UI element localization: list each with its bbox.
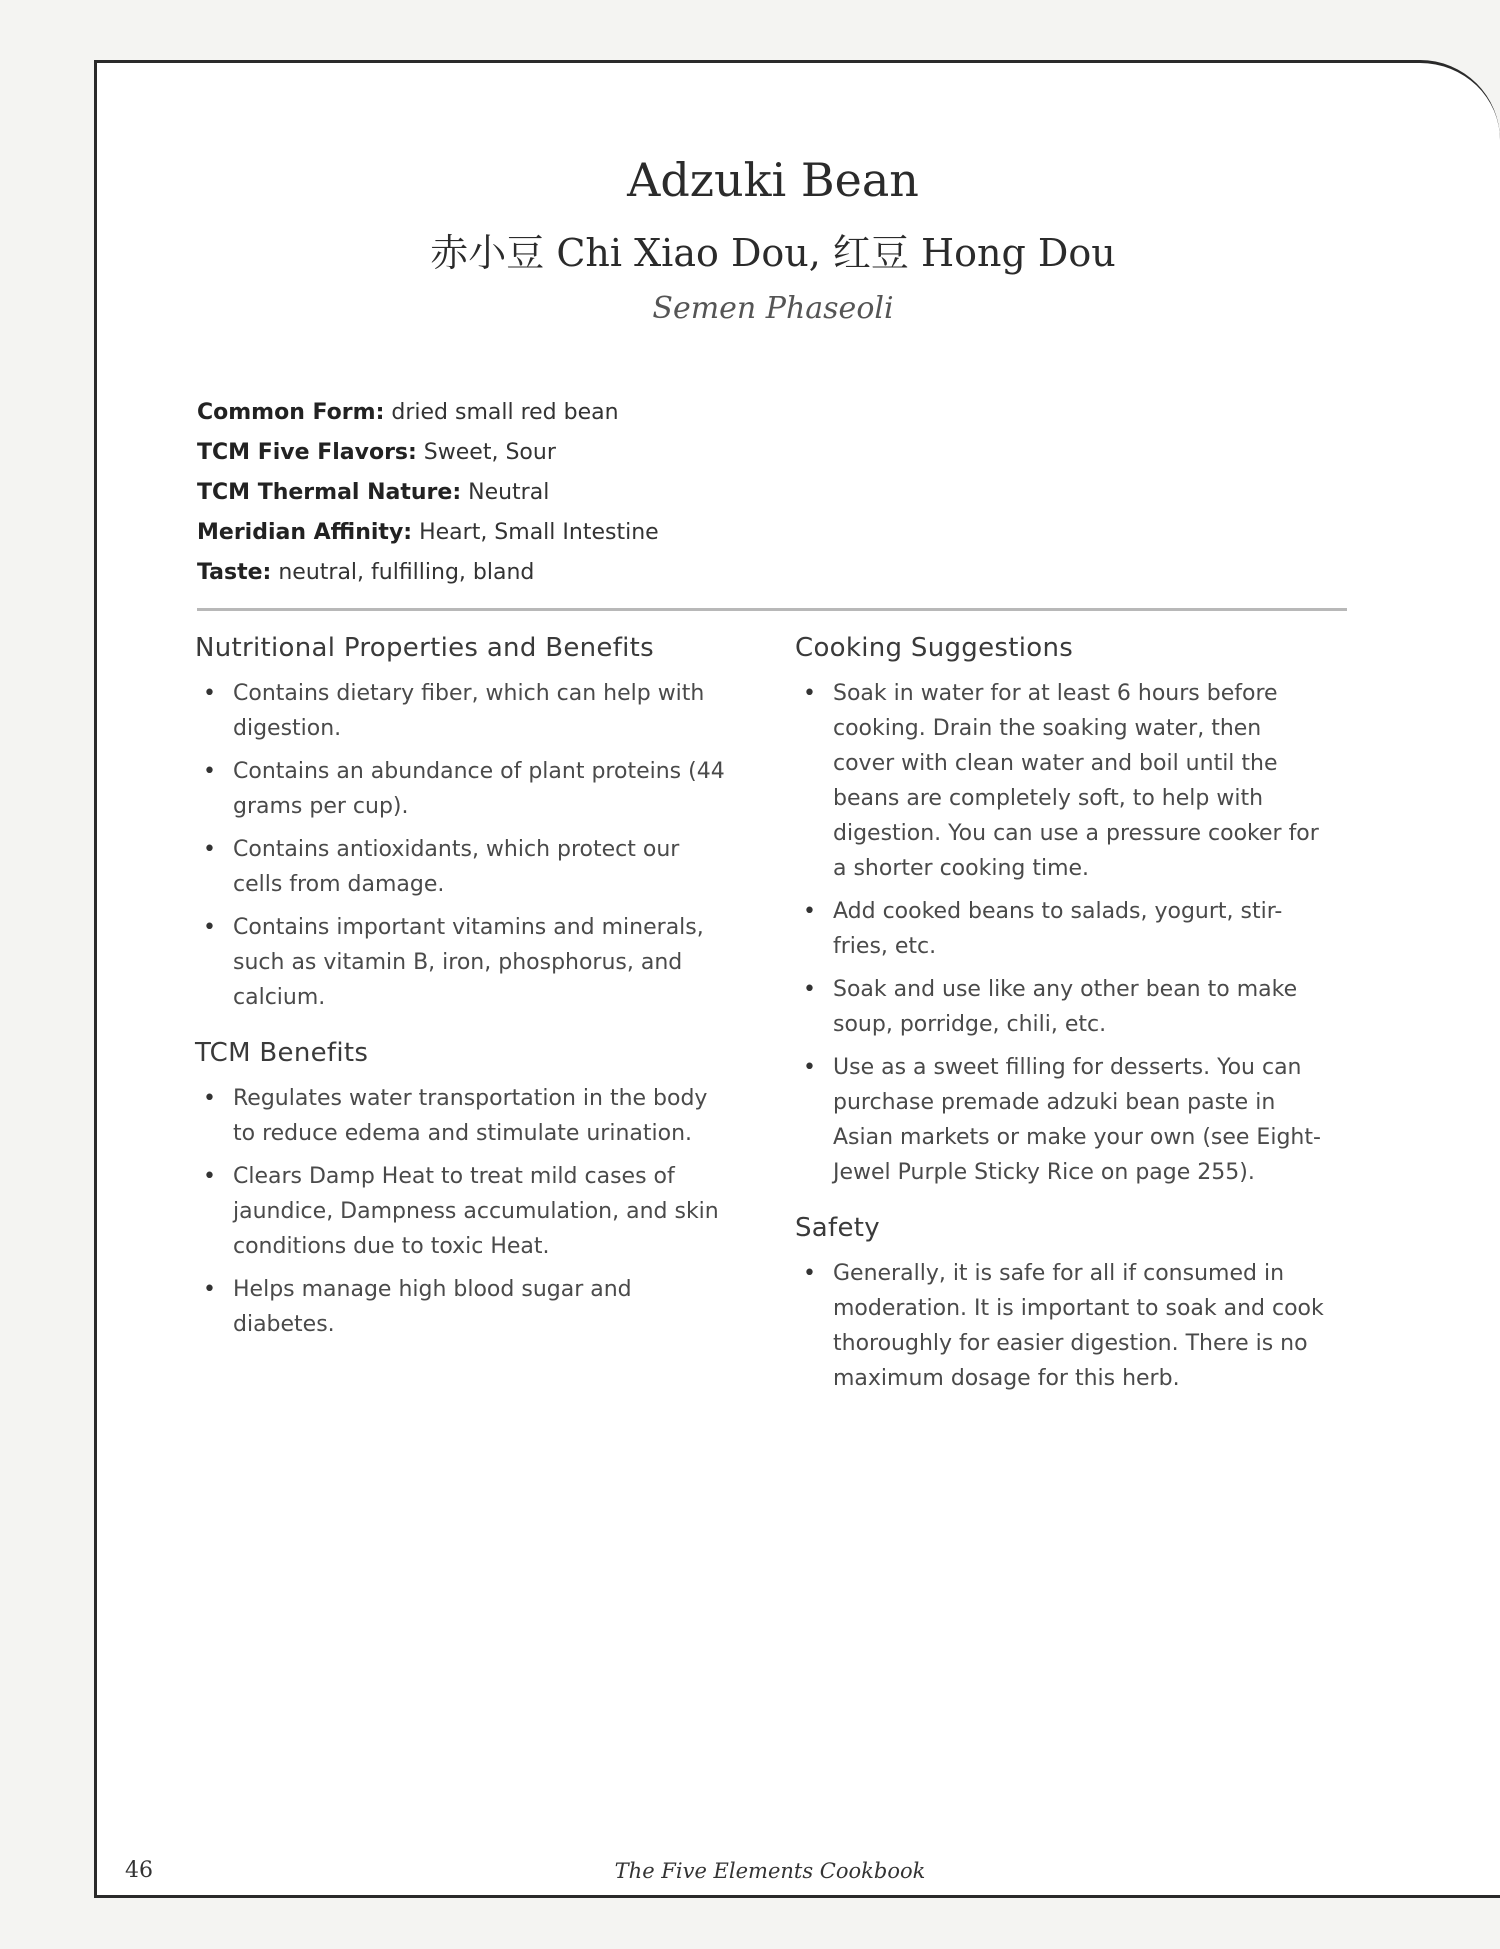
list-item: • Helps manage high blood sugar and diabetes. — [195, 1272, 725, 1342]
property-common-form: Common Form: dried small red bean — [197, 400, 619, 425]
list-item: • Contains important vitamins and minerals, such as vitamin B, iron, phosphorus, and calcium. — [195, 910, 725, 1015]
cooking-heading: Cooking Suggestions — [795, 633, 1074, 663]
book-page — [94, 60, 1500, 1898]
safety-heading: Safety — [795, 1213, 880, 1243]
cooking-list — [795, 676, 1325, 1190]
book-title-footer: The Five Elements Cookbook — [614, 1859, 926, 1883]
tcm-benefits-list — [195, 1081, 725, 1342]
section-divider — [197, 608, 1347, 611]
list-item: • Use as a sweet filling for desserts. You can purchase premade adzuki bean paste in Asian markets or make your own (see Eight-Jewel Purple Sticky Rice on page 255). — [795, 1050, 1325, 1190]
nutrition-list — [195, 676, 725, 1015]
list-item: • Contains an abundance of plant proteins (44 grams per cup). — [195, 754, 725, 824]
page-number: 46 — [125, 1858, 153, 1883]
safety-list — [795, 1256, 1325, 1396]
property-five-flavors: TCM Five Flavors: Sweet, Sour — [197, 440, 556, 465]
property-taste: Taste: neutral, fulfilling, bland — [197, 560, 535, 585]
chinese-name: 赤小豆 Chi Xiao Dou, 红豆 Hong Dou — [430, 231, 1116, 276]
page-title: Adzuki Bean — [627, 153, 919, 207]
list-item: • Contains antioxidants, which protect our cells from damage. — [195, 832, 725, 902]
list-item: • Add cooked beans to salads, yogurt, stir-fries, etc. — [795, 894, 1325, 964]
property-meridian-affinity: Meridian Affinity: Heart, Small Intestine — [197, 520, 659, 545]
list-item: • Regulates water transportation in the body to reduce edema and stimulate urination. — [195, 1081, 725, 1151]
list-item: • Contains dietary fiber, which can help with digestion. — [195, 676, 725, 746]
right-column — [795, 628, 1325, 1414]
property-thermal-nature: TCM Thermal Nature: Neutral — [197, 480, 550, 505]
latin-name: Semen Phaseoli — [652, 291, 894, 327]
list-item: • Soak and use like any other bean to make soup, porridge, chili, etc. — [795, 972, 1325, 1042]
list-item: • Clears Damp Heat to treat mild cases of jaundice, Dampness accumulation, and skin conditions due to toxic Heat. — [195, 1159, 725, 1264]
left-column — [195, 628, 725, 1360]
title-block — [3, 153, 1500, 326]
list-item: • Soak in water for at least 6 hours before cooking. Drain the soaking water, then cover with clean water and boil until the beans are completely soft, to help with digestion. You can use a pressure cooker for a shorter cooking time. — [795, 676, 1325, 886]
nutrition-heading: Nutritional Properties and Benefits — [195, 633, 655, 663]
tcm-benefits-heading: TCM Benefits — [195, 1038, 369, 1068]
properties-list — [197, 393, 659, 593]
list-item: • Generally, it is safe for all if consumed in moderation. It is important to soak and cook thoroughly for easier digestion. There is no maximum dosage for this herb. — [795, 1256, 1325, 1396]
